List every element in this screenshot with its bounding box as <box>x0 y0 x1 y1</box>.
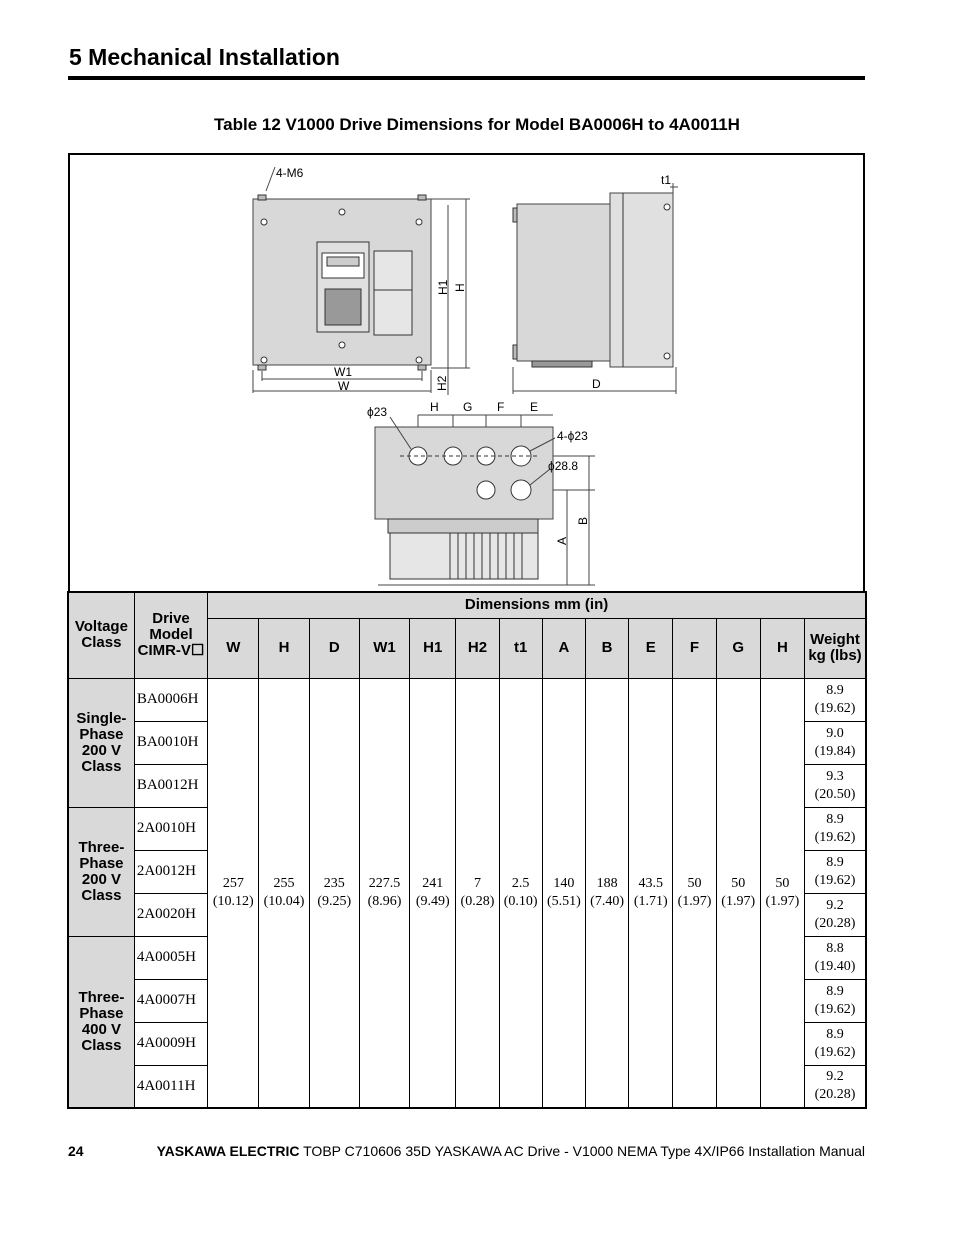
dimension-in: (1.71) <box>633 893 668 909</box>
weight-cell <box>805 893 866 936</box>
dimension-mm: 43.5 <box>638 875 664 891</box>
dimension-mm: 140 <box>553 875 575 891</box>
header-col-f: F <box>673 618 716 678</box>
dimension-mm: 255 <box>273 875 295 891</box>
weight-kg: 9.0 <box>826 725 844 741</box>
label-4-m6: 4-M6 <box>276 166 304 180</box>
weight-kg: 8.9 <box>826 1026 844 1042</box>
header-col-b: B <box>585 618 628 678</box>
section-rule <box>68 76 865 80</box>
label-4-phi23: 4-ϕ23 <box>557 429 588 443</box>
weight-kg: 8.9 <box>826 682 844 698</box>
model-cell: 2A0020H <box>134 893 207 936</box>
header-col-h2: H2 <box>456 618 499 678</box>
section-title: 5 Mechanical Installation <box>69 44 340 70</box>
weight-lbs: (20.28) <box>814 915 856 931</box>
dimension-value-cell <box>542 678 585 1108</box>
weight-kg: 8.8 <box>826 940 844 956</box>
label-a: A <box>555 536 569 545</box>
weight-cell <box>805 678 866 721</box>
page-number: 24 <box>68 1143 84 1159</box>
side-view <box>513 183 678 394</box>
header-drive-model: Drive Model CIMR-V☐ <box>134 592 207 678</box>
dimension-value-cell <box>456 678 499 1108</box>
label-b: B <box>576 516 590 525</box>
weight-kg: 9.2 <box>826 1069 844 1085</box>
weight-cell <box>805 979 866 1022</box>
footer-title: TOBP C710606 35D YASKAWA AC Drive - V1000 NEMA Type 4X/IP66 Installation Manual <box>299 1143 865 1159</box>
header-col-a: A <box>542 618 585 678</box>
voltage-class-cell: Three-Phase 400 V Class <box>68 936 134 1108</box>
dimension-value-cell <box>673 678 716 1108</box>
dimension-value-cell <box>359 678 409 1108</box>
dimension-in: (0.28) <box>460 893 495 909</box>
dimension-value-cell <box>208 678 259 1108</box>
dimension-in: (9.49) <box>415 893 450 909</box>
dimension-in: (8.96) <box>367 893 402 909</box>
header-col-t1: t1 <box>499 618 542 678</box>
header-col-g: G <box>716 618 760 678</box>
dimension-in: (9.25) <box>317 893 352 909</box>
model-cell: 4A0005H <box>134 936 207 979</box>
label-h: H <box>453 283 467 292</box>
weight-lbs: (19.62) <box>814 1044 856 1060</box>
model-cell: 4A0011H <box>134 1065 207 1108</box>
dimension-value-cell <box>760 678 804 1108</box>
dimension-in: (1.97) <box>721 893 756 909</box>
label-h2: H2 <box>435 375 449 391</box>
weight-cell <box>805 1065 866 1108</box>
dimension-mm: 50 <box>687 875 702 891</box>
label-f: F <box>497 400 505 414</box>
dimension-in: (1.97) <box>765 893 800 909</box>
header-col-w: W <box>208 618 259 678</box>
label-phi23: ϕ23 <box>367 405 388 419</box>
dimension-in: (10.12) <box>212 893 254 909</box>
model-cell: 4A0007H <box>134 979 207 1022</box>
header-col-h: H <box>259 618 309 678</box>
header-col-w1: W1 <box>359 618 409 678</box>
dimension-value-cell <box>629 678 673 1108</box>
weight-lbs: (19.40) <box>814 958 856 974</box>
dimension-value-cell <box>309 678 359 1108</box>
header-col-e: E <box>629 618 673 678</box>
weight-cell <box>805 807 866 850</box>
dimension-value-cell <box>585 678 628 1108</box>
label-w1: W1 <box>334 365 352 379</box>
footer-brand: YASKAWA ELECTRIC <box>156 1143 300 1159</box>
voltage-class-cell: Single-Phase 200 V Class <box>68 678 134 807</box>
voltage-class-cell: Three-Phase 200 V Class <box>68 807 134 936</box>
weight-kg: 8.9 <box>826 854 844 870</box>
label-t1: t1 <box>661 173 672 187</box>
model-cell: 4A0009H <box>134 1022 207 1065</box>
label-dim-h: H <box>430 400 439 414</box>
dimension-in: (7.40) <box>590 893 624 909</box>
dimension-value-cell <box>259 678 309 1108</box>
weight-kg: 8.9 <box>826 983 844 999</box>
dimension-in: (0.10) <box>503 893 538 909</box>
dimensions-table <box>67 591 867 1109</box>
header-col-d: D <box>309 618 359 678</box>
dimension-mm: 257 <box>222 875 244 891</box>
dimension-value-cell <box>716 678 760 1108</box>
label-phi28: ϕ28.8 <box>548 459 579 473</box>
dimension-mm: 241 <box>422 875 444 891</box>
weight-kg: 8.9 <box>826 811 844 827</box>
dimension-in: (1.97) <box>677 893 712 909</box>
model-cell: 2A0010H <box>134 807 207 850</box>
label-g: G <box>463 400 473 414</box>
header-dimensions: Dimensions mm (in) <box>208 592 866 618</box>
dimension-drawing <box>68 153 865 592</box>
header-col-h-2: H <box>760 618 804 678</box>
dimension-mm: 188 <box>596 875 618 891</box>
dimension-in: (5.51) <box>546 893 581 909</box>
model-cell: 2A0012H <box>134 850 207 893</box>
dimension-mm: 50 <box>775 875 790 891</box>
dimension-mm: 235 <box>323 875 345 891</box>
weight-kg: 9.2 <box>826 897 844 913</box>
dimension-mm: 7 <box>473 875 481 891</box>
weight-cell <box>805 1022 866 1065</box>
footer-text <box>157 1143 865 1159</box>
weight-lbs: (19.62) <box>814 700 856 716</box>
table-row <box>68 678 866 721</box>
weight-lbs: (19.62) <box>814 1001 856 1017</box>
model-cell: BA0006H <box>134 678 207 721</box>
weight-kg: 9.3 <box>826 768 844 784</box>
weight-cell <box>805 721 866 764</box>
dimension-mm: 50 <box>731 875 746 891</box>
model-cell: BA0012H <box>134 764 207 807</box>
dimension-value-cell <box>410 678 456 1108</box>
weight-cell <box>805 936 866 979</box>
header-col-h1: H1 <box>410 618 456 678</box>
weight-cell <box>805 764 866 807</box>
weight-lbs: (19.84) <box>814 743 856 759</box>
dimension-value-cell <box>499 678 542 1108</box>
table-caption: Table 12 V1000 Drive Dimensions for Model BA0006H to 4A0011H <box>214 115 740 134</box>
table-body <box>68 678 866 1108</box>
weight-lbs: (19.62) <box>814 829 856 845</box>
dimension-in: (10.04) <box>263 893 305 909</box>
model-cell: BA0010H <box>134 721 207 764</box>
label-d: D <box>592 377 601 391</box>
weight-lbs: (20.28) <box>814 1087 856 1103</box>
header-voltage-class: Voltage Class <box>68 592 134 678</box>
weight-lbs: (19.62) <box>814 872 856 888</box>
dimension-mm: 2.5 <box>511 875 530 891</box>
weight-lbs: (20.50) <box>814 786 856 802</box>
dimension-mm: 227.5 <box>368 875 401 891</box>
label-h1: H1 <box>436 279 450 295</box>
header-weight: Weight kg (lbs) <box>805 618 866 678</box>
label-e: E <box>530 400 539 414</box>
weight-cell <box>805 850 866 893</box>
label-w: W <box>338 379 350 393</box>
